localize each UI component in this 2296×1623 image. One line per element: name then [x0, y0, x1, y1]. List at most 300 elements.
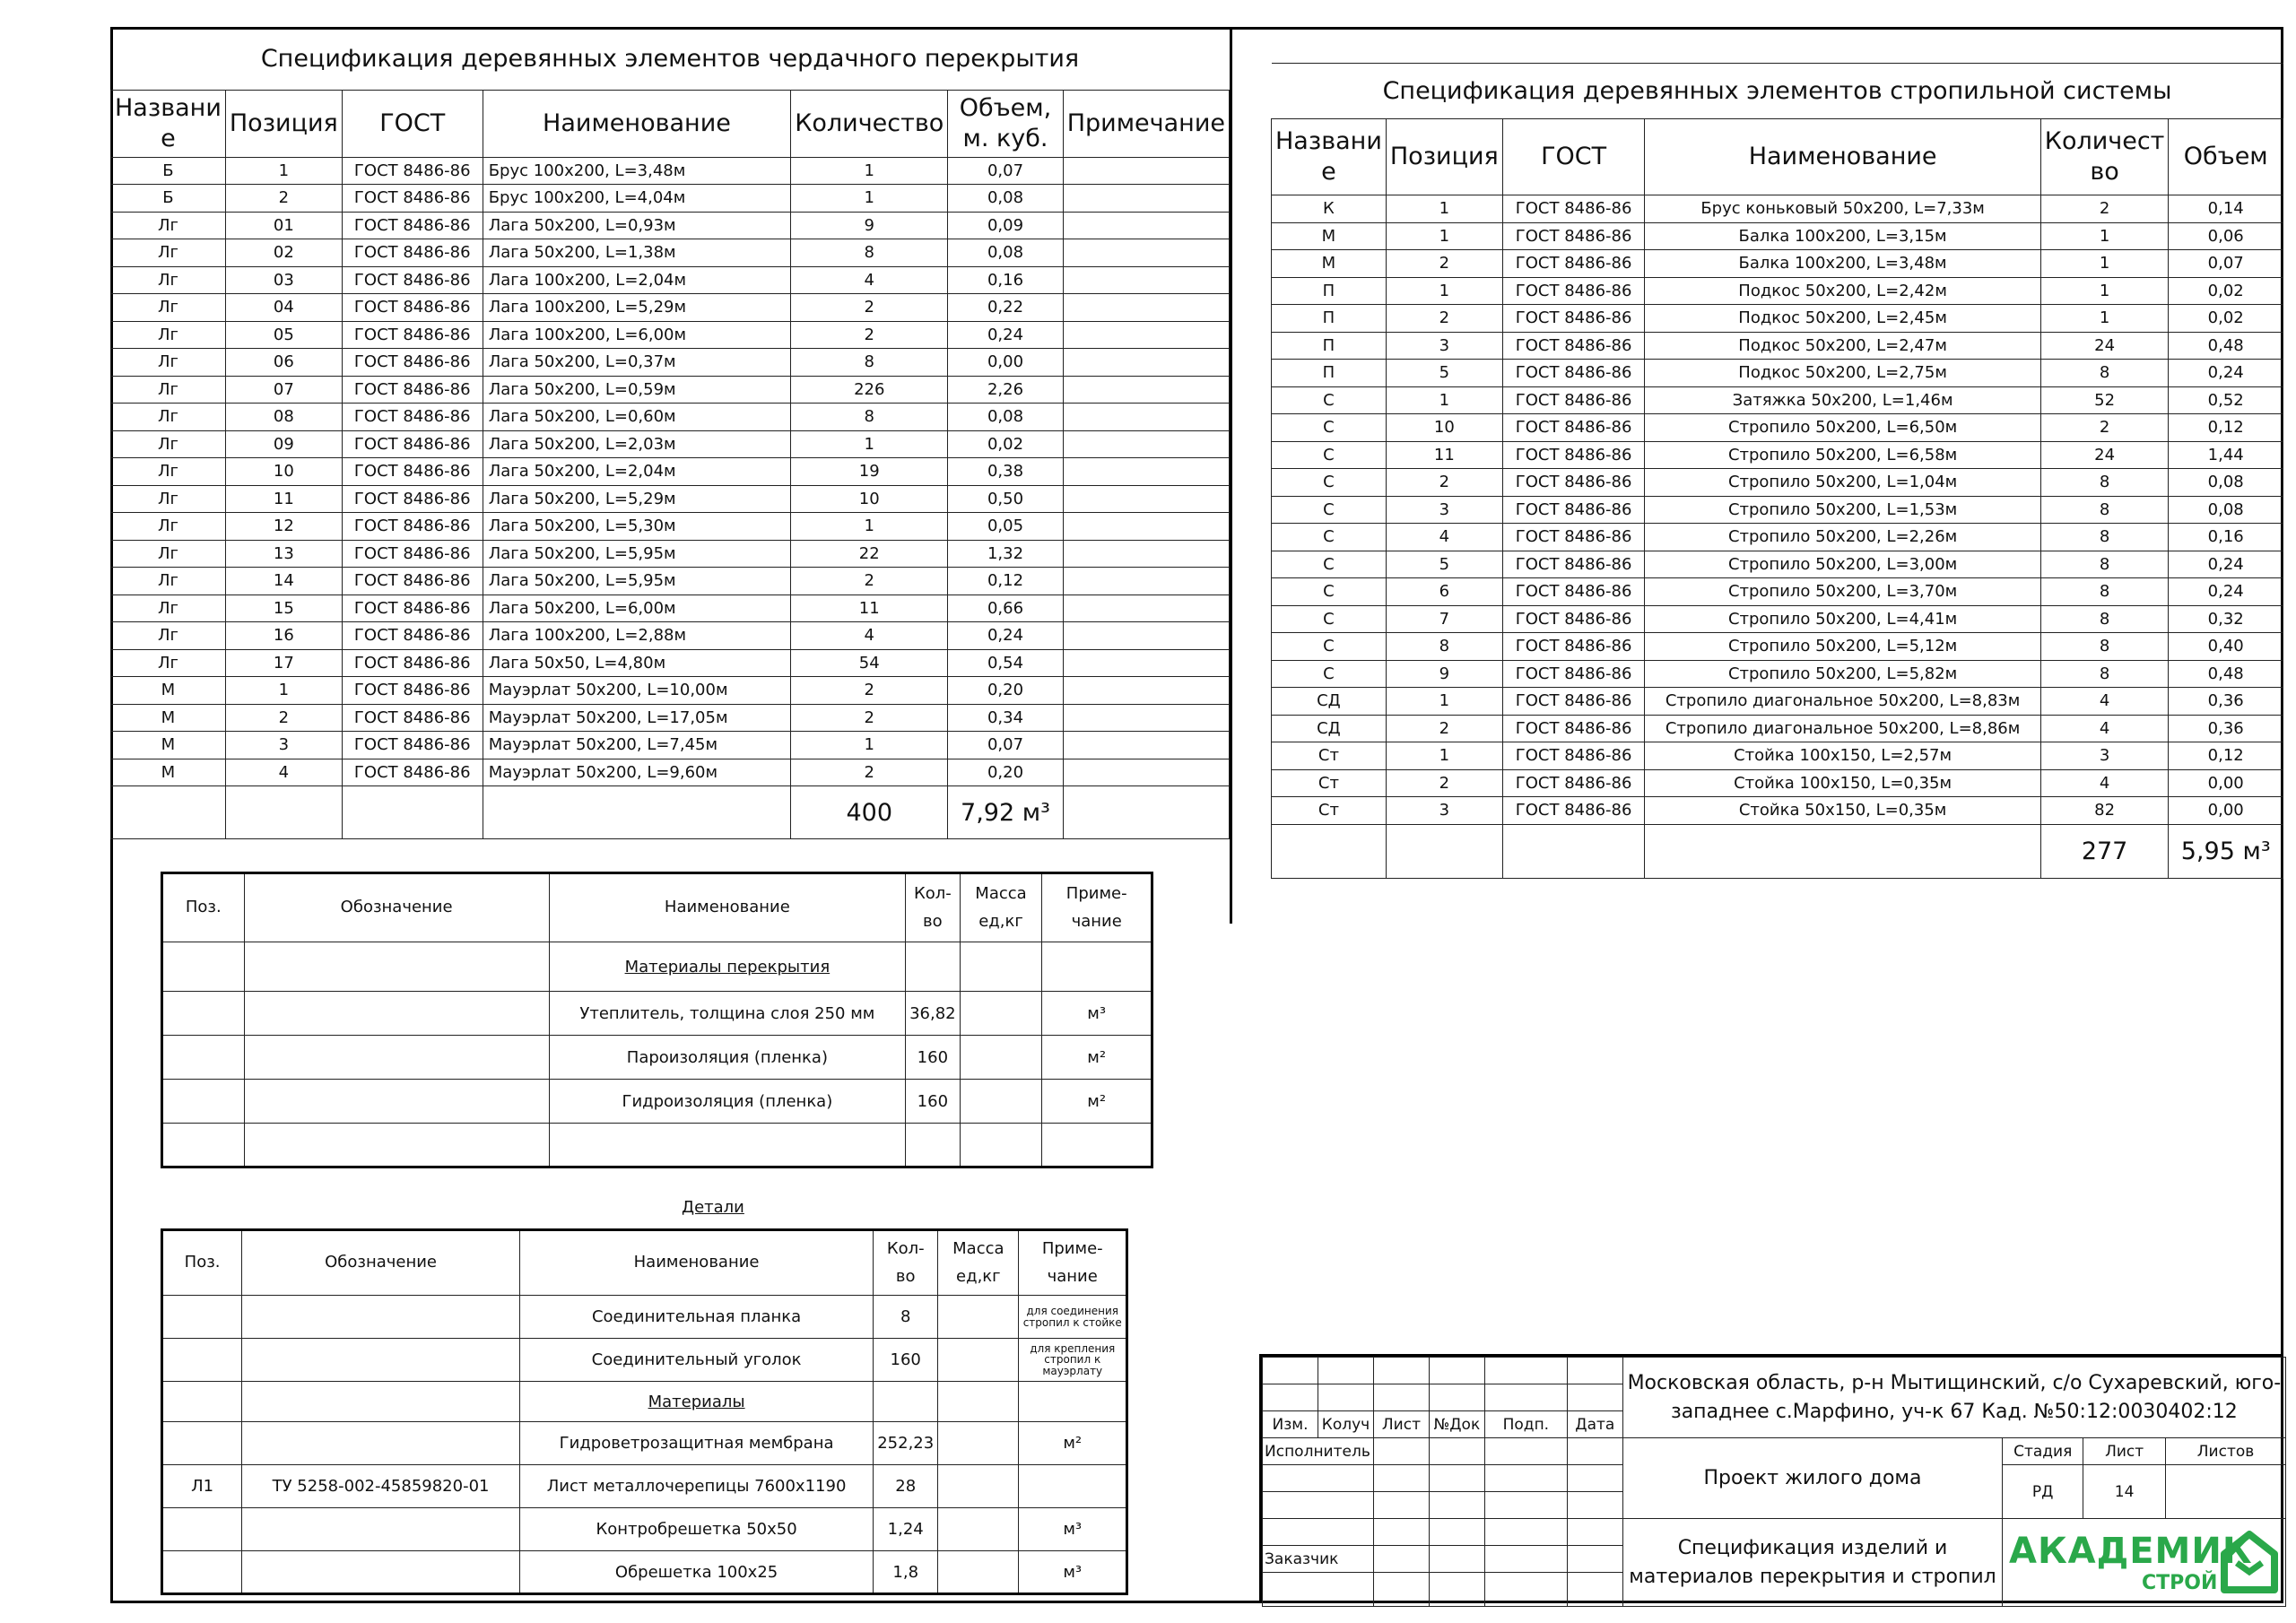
table-cell — [1063, 649, 1229, 677]
table-cell: С — [1272, 524, 1387, 551]
table-cell: 0,40 — [2169, 633, 2283, 661]
table-cell: м³ — [1019, 1508, 1127, 1551]
table-cell: ГОСТ 8486-86 — [342, 321, 483, 349]
table-cell: ГОСТ 8486-86 — [342, 732, 483, 759]
table-cell — [1063, 540, 1229, 568]
table-row — [111, 759, 1230, 786]
table-cell: ГОСТ 8486-86 — [1502, 386, 1645, 414]
table-row — [162, 1036, 1152, 1080]
table-cell: 13 — [225, 540, 342, 568]
table-row — [162, 1551, 1127, 1594]
table-cell: Гидроветрозащитная мембрана — [519, 1422, 873, 1465]
table-cell: К — [1272, 195, 1387, 223]
table-cell: 1,32 — [948, 540, 1063, 568]
table-cell: 0,12 — [948, 568, 1063, 595]
table-cell: 24 — [2040, 441, 2169, 469]
table-cell: М — [111, 704, 226, 732]
table-cell: 0,00 — [2169, 769, 2283, 797]
table-cell: 1 — [2040, 250, 2169, 278]
table-row — [1272, 441, 2283, 469]
table-cell: 0,36 — [2169, 688, 2283, 716]
table-cell: Лг — [111, 568, 226, 595]
table-cell: 4 — [791, 266, 948, 294]
table-cell: 0,08 — [948, 404, 1063, 431]
table-row — [111, 404, 1230, 431]
table-cell: Стропило 50х200, L=2,26м — [1645, 524, 2040, 551]
table-row — [162, 1508, 1127, 1551]
column-header: Кол- во — [906, 873, 961, 942]
table-cell: м² — [1042, 1080, 1152, 1124]
table-cell: Лага 50х200, L=5,30м — [483, 513, 791, 541]
attic-spec-title: Спецификация деревянных элементов чердачного перекрытия — [111, 29, 1230, 90]
table-cell: 2 — [791, 759, 948, 786]
table-cell: С — [1272, 660, 1387, 688]
table-cell: Лага 50х200, L=0,60м — [483, 404, 791, 431]
table-cell: ГОСТ 8486-86 — [342, 759, 483, 786]
column-header: Объем — [2169, 119, 2283, 195]
table-cell: ГОСТ 8486-86 — [342, 349, 483, 377]
table-cell: 12 — [225, 513, 342, 541]
table-cell: 8 — [874, 1296, 938, 1339]
table-cell — [1063, 458, 1229, 486]
table-cell: ГОСТ 8486-86 — [342, 376, 483, 404]
table-cell — [938, 1422, 1019, 1465]
table-row — [1272, 660, 2283, 688]
table-cell — [960, 1080, 1042, 1124]
table-cell: 2 — [791, 294, 948, 322]
rafter-spec-title: Спецификация деревянных элементов стропильной системы — [1272, 64, 2283, 119]
table-cell: СД — [1272, 715, 1387, 742]
table-cell — [162, 1508, 242, 1551]
table-cell: 1 — [2040, 222, 2169, 250]
table-cell: 0,07 — [2169, 250, 2283, 278]
column-header: Поз. — [162, 873, 245, 942]
table-row — [111, 212, 1230, 239]
table-cell: 8 — [2040, 469, 2169, 497]
table-cell: 0,34 — [948, 704, 1063, 732]
table-cell: для крепления стропил к мауэрлату — [1019, 1339, 1127, 1382]
column-header: Позиция — [1386, 119, 1502, 195]
stamp-sheet-title: Спецификация изделий и материалов перекрытия и стропил — [1622, 1519, 2002, 1607]
table-cell: 1 — [2040, 277, 2169, 305]
column-header: Масса ед,кг — [938, 1230, 1019, 1296]
table-row — [111, 568, 1230, 595]
column-header: Наименование — [483, 90, 791, 157]
table-cell: 19 — [791, 458, 948, 486]
table-row — [1272, 578, 2283, 606]
table-cell: ГОСТ 8486-86 — [1502, 360, 1645, 387]
table-cell — [1063, 212, 1229, 239]
logo-main-text: АКАДЕМИК — [2009, 1531, 2253, 1572]
table-cell: 0,24 — [2169, 360, 2283, 387]
stamp-column-label: №Док — [1429, 1411, 1484, 1438]
table-cell: Лага 100х200, L=2,04м — [483, 266, 791, 294]
table-cell: Лага 50х200, L=2,03м — [483, 430, 791, 458]
table-cell: Стропило диагональное 50х200, L=8,83м — [1645, 688, 2040, 716]
table-cell: ГОСТ 8486-86 — [342, 458, 483, 486]
table-cell: 9 — [791, 212, 948, 239]
table-cell: 4 — [2040, 688, 2169, 716]
table-cell: Стойка 100х150, L=0,35м — [1645, 769, 2040, 797]
table-cell: 8 — [791, 349, 948, 377]
table-cell: 15 — [225, 595, 342, 622]
table-cell: Лг — [111, 513, 226, 541]
stamp-customer-label: Заказчик — [1263, 1546, 1374, 1573]
table-cell: 01 — [225, 212, 342, 239]
table-cell: 0,24 — [948, 622, 1063, 650]
table-cell: Лг — [111, 458, 226, 486]
table-cell: 226 — [791, 376, 948, 404]
table-row — [111, 732, 1230, 759]
table-cell — [242, 1339, 520, 1382]
column-header: Поз. — [162, 1230, 242, 1296]
table-cell: ГОСТ 8486-86 — [1502, 305, 1645, 333]
stamp-sheets — [2166, 1465, 2286, 1519]
column-header: Наименование — [1645, 119, 2040, 195]
table-cell: ГОСТ 8486-86 — [1502, 496, 1645, 524]
column-header: Позиция — [225, 90, 342, 157]
stamp-column-label: Изм. — [1263, 1411, 1318, 1438]
table-cell: 10 — [225, 458, 342, 486]
table-cell: Соединительная планка — [519, 1296, 873, 1339]
table-cell: ГОСТ 8486-86 — [1502, 469, 1645, 497]
table-cell: ГОСТ 8486-86 — [1502, 524, 1645, 551]
column-header: Масса ед,кг — [960, 873, 1042, 942]
table-cell: 1 — [791, 430, 948, 458]
table-cell: 4 — [2040, 769, 2169, 797]
table-cell: 0,12 — [2169, 414, 2283, 442]
table-cell: 1 — [1386, 386, 1502, 414]
table-cell: 0,08 — [2169, 469, 2283, 497]
table-cell: СД — [1272, 688, 1387, 716]
table-cell — [1063, 321, 1229, 349]
table-cell: 0,07 — [948, 732, 1063, 759]
table-cell: Мауэрлат 50х200, L=10,00м — [483, 677, 791, 705]
table-cell: 0,24 — [948, 321, 1063, 349]
table-cell: М — [111, 759, 226, 786]
table-cell: 0,20 — [948, 677, 1063, 705]
table-cell — [1063, 430, 1229, 458]
table-row — [1272, 386, 2283, 414]
table-cell — [1063, 485, 1229, 513]
table-cell: 160 — [906, 1036, 961, 1080]
table-cell — [162, 992, 245, 1036]
table-cell: 1 — [791, 513, 948, 541]
table-cell: м² — [1042, 1036, 1152, 1080]
table-cell: 1,24 — [874, 1508, 938, 1551]
table-cell: 8 — [791, 239, 948, 267]
table-cell: ГОСТ 8486-86 — [1502, 578, 1645, 606]
table-cell: 0,50 — [948, 485, 1063, 513]
table-cell: 0,08 — [2169, 496, 2283, 524]
table-cell: ГОСТ 8486-86 — [342, 677, 483, 705]
table-cell: 2,26 — [948, 376, 1063, 404]
column-header: Кол- во — [874, 1230, 938, 1296]
table-cell: Лага 50х200, L=5,95м — [483, 568, 791, 595]
table-cell: Подкос 50х200, L=2,45м — [1645, 305, 2040, 333]
table-cell: Стропило 50х200, L=6,58м — [1645, 441, 2040, 469]
table-cell — [1063, 376, 1229, 404]
table-cell — [1063, 349, 1229, 377]
table-row — [162, 1465, 1127, 1508]
table-cell: 2 — [2040, 195, 2169, 223]
table-cell: Стропило 50х200, L=5,82м — [1645, 660, 2040, 688]
table-cell: 0,48 — [2169, 660, 2283, 688]
details-table — [161, 1228, 1128, 1595]
table-row — [1272, 769, 2283, 797]
table-cell: 0,48 — [2169, 332, 2283, 360]
table-row — [1272, 715, 2283, 742]
table-cell: 6 — [1386, 578, 1502, 606]
table-cell: Брус 100х200, L=3,48м — [483, 157, 791, 185]
table-cell: Брус 100х200, L=4,04м — [483, 185, 791, 213]
table-cell: С — [1272, 469, 1387, 497]
stamp-column-label: Колуч — [1318, 1411, 1373, 1438]
table-cell: 11 — [1386, 441, 1502, 469]
table-cell: С — [1272, 605, 1387, 633]
table-cell: 8 — [2040, 496, 2169, 524]
materials-section-title: Материалы перекрытия — [549, 942, 905, 992]
table-cell: М — [1272, 222, 1387, 250]
table-cell: 2 — [1386, 769, 1502, 797]
table-cell: 05 — [225, 321, 342, 349]
table-cell: ГОСТ 8486-86 — [342, 704, 483, 732]
table-cell: 2 — [1386, 469, 1502, 497]
table-cell: 1 — [791, 732, 948, 759]
stamp-sheets-label: Листов — [2166, 1438, 2286, 1465]
table-cell: 8 — [2040, 551, 2169, 578]
table-cell: 0,20 — [948, 759, 1063, 786]
table-cell: 0,00 — [948, 349, 1063, 377]
table-cell: 08 — [225, 404, 342, 431]
table-cell: ГОСТ 8486-86 — [342, 185, 483, 213]
table-cell: Соединительный уголок — [519, 1339, 873, 1382]
table-cell: 06 — [225, 349, 342, 377]
stamp-executor-label: Исполнитель — [1263, 1438, 1374, 1465]
table-cell: 16 — [225, 622, 342, 650]
attic-total-vol: 7,92 м³ — [948, 786, 1063, 839]
table-cell: ГОСТ 8486-86 — [342, 404, 483, 431]
table-cell: 2 — [791, 677, 948, 705]
table-cell: 7 — [1386, 605, 1502, 633]
table-cell: 1 — [225, 157, 342, 185]
column-header: Наименование — [519, 1230, 873, 1296]
table-cell — [960, 992, 1042, 1036]
table-cell: 1 — [1386, 222, 1502, 250]
table-cell: 0,16 — [948, 266, 1063, 294]
table-cell: С — [1272, 386, 1387, 414]
title-block — [1259, 1354, 2283, 1603]
table-row — [111, 458, 1230, 486]
table-cell: 0,54 — [948, 649, 1063, 677]
table-row — [1272, 797, 2283, 825]
table-cell — [1063, 513, 1229, 541]
table-cell: Лг — [111, 321, 226, 349]
table-cell — [162, 1422, 242, 1465]
table-cell: ГОСТ 8486-86 — [1502, 277, 1645, 305]
table-cell: 1 — [225, 677, 342, 705]
table-cell: Балка 100х200, L=3,15м — [1645, 222, 2040, 250]
table-cell: 10 — [1386, 414, 1502, 442]
table-cell: 2 — [791, 704, 948, 732]
table-cell: 11 — [225, 485, 342, 513]
table-cell: ТУ 5258-002-45859820-01 — [242, 1465, 520, 1508]
table-cell: 1 — [2040, 305, 2169, 333]
table-cell: 0,14 — [2169, 195, 2283, 223]
table-cell: ГОСТ 8486-86 — [342, 513, 483, 541]
table-cell: 24 — [2040, 332, 2169, 360]
table-cell: Лг — [111, 376, 226, 404]
table-row — [1272, 222, 2283, 250]
table-cell: ГОСТ 8486-86 — [1502, 797, 1645, 825]
table-cell: 8 — [2040, 660, 2169, 688]
table-cell — [938, 1551, 1019, 1594]
table-cell: Лист металлочерепицы 7600х1190 — [519, 1465, 873, 1508]
table-cell: С — [1272, 414, 1387, 442]
table-cell: 0,24 — [2169, 578, 2283, 606]
table-cell: Лага 50х200, L=5,29м — [483, 485, 791, 513]
table-cell: 8 — [2040, 605, 2169, 633]
attic-total-qty: 400 — [791, 786, 948, 839]
table-cell: 0,02 — [2169, 305, 2283, 333]
table-cell: 0,12 — [2169, 742, 2283, 770]
table-cell: Подкос 50х200, L=2,75м — [1645, 360, 2040, 387]
table-cell: 0,06 — [2169, 222, 2283, 250]
table-cell: П — [1272, 332, 1387, 360]
table-cell: Лг — [111, 485, 226, 513]
table-row — [1272, 332, 2283, 360]
table-cell: 2 — [225, 704, 342, 732]
table-cell — [938, 1508, 1019, 1551]
details-materials-section: Материалы — [519, 1382, 873, 1422]
table-cell: Лага 50х200, L=2,04м — [483, 458, 791, 486]
stamp-stage-label: Стадия — [2003, 1438, 2083, 1465]
table-cell: Обрешетка 100х25 — [519, 1551, 873, 1594]
table-cell: Лг — [111, 404, 226, 431]
table-cell: 5 — [1386, 360, 1502, 387]
table-cell — [1063, 185, 1229, 213]
table-row — [111, 294, 1230, 322]
table-cell: для соединения стропил к стойке — [1019, 1296, 1127, 1339]
table-row — [111, 430, 1230, 458]
stamp-column-label: Подп. — [1484, 1411, 1567, 1438]
column-header: Объем, м. куб. — [948, 90, 1063, 157]
table-cell: 54 — [791, 649, 948, 677]
table-cell: Стропило 50х200, L=1,53м — [1645, 496, 2040, 524]
table-cell: Л1 — [162, 1465, 242, 1508]
table-cell: Мауэрлат 50х200, L=9,60м — [483, 759, 791, 786]
table-cell — [162, 1551, 242, 1594]
table-cell — [242, 1508, 520, 1551]
details-caption: Детали — [682, 1198, 744, 1217]
table-cell: 0,52 — [2169, 386, 2283, 414]
table-cell — [1063, 622, 1229, 650]
frame-divider — [1230, 27, 1232, 924]
table-cell: 0,05 — [948, 513, 1063, 541]
table-cell: ГОСТ 8486-86 — [1502, 769, 1645, 797]
table-cell: 5 — [1386, 551, 1502, 578]
table-cell: 0,32 — [2169, 605, 2283, 633]
table-cell: 2 — [1386, 715, 1502, 742]
table-cell: 04 — [225, 294, 342, 322]
table-cell: Стропило 50х200, L=3,70м — [1645, 578, 2040, 606]
table-cell: Лага 50х200, L=0,59м — [483, 376, 791, 404]
table-cell — [1063, 759, 1229, 786]
column-header: Названи е — [111, 90, 226, 157]
table-cell: 8 — [791, 404, 948, 431]
table-cell: Лг — [111, 649, 226, 677]
table-row — [111, 485, 1230, 513]
table-row — [162, 992, 1152, 1036]
table-cell: Стойка 100х150, L=2,57м — [1645, 742, 2040, 770]
table-cell: Подкос 50х200, L=2,47м — [1645, 332, 2040, 360]
table-cell: Стропило диагональное 50х200, L=8,86м — [1645, 715, 2040, 742]
table-row — [1272, 605, 2283, 633]
table-cell: 03 — [225, 266, 342, 294]
table-cell: 52 — [2040, 386, 2169, 414]
table-row — [111, 677, 1230, 705]
table-cell: ГОСТ 8486-86 — [342, 649, 483, 677]
table-cell: 07 — [225, 376, 342, 404]
table-cell: 0,02 — [2169, 277, 2283, 305]
table-cell: ГОСТ 8486-86 — [1502, 222, 1645, 250]
table-cell: ГОСТ 8486-86 — [1502, 660, 1645, 688]
table-cell: 1,44 — [2169, 441, 2283, 469]
table-cell: Стропило 50х200, L=4,41м — [1645, 605, 2040, 633]
rafter-spec-table — [1271, 63, 2283, 879]
table-cell: Мауэрлат 50х200, L=17,05м — [483, 704, 791, 732]
table-cell: ГОСТ 8486-86 — [1502, 250, 1645, 278]
table-cell — [1063, 677, 1229, 705]
table-cell: ГОСТ 8486-86 — [342, 540, 483, 568]
table-row — [111, 349, 1230, 377]
column-header: Количество — [791, 90, 948, 157]
table-row — [111, 513, 1230, 541]
table-cell: 8 — [2040, 633, 2169, 661]
table-cell: м³ — [1019, 1551, 1127, 1594]
table-cell: 0,24 — [2169, 551, 2283, 578]
stamp-address: Московская область, р-н Мытищинский, с/о Сухаревский, юго-западнее с.Марфино, уч-к 67 Кад. №50:12:0030402:12 — [1622, 1358, 2285, 1438]
table-cell: ГОСТ 8486-86 — [342, 294, 483, 322]
table-cell — [242, 1551, 520, 1594]
table-cell — [244, 1036, 549, 1080]
table-cell: Гидроизоляция (пленка) — [549, 1080, 905, 1124]
table-cell: ГОСТ 8486-86 — [1502, 715, 1645, 742]
table-cell: С — [1272, 441, 1387, 469]
table-cell — [1063, 732, 1229, 759]
table-cell: Стропило 50х200, L=5,12м — [1645, 633, 2040, 661]
table-row — [1272, 277, 2283, 305]
table-cell: 3 — [2040, 742, 2169, 770]
table-cell — [1063, 157, 1229, 185]
table-row — [1272, 633, 2283, 661]
table-cell: 1 — [1386, 688, 1502, 716]
stamp-project: Проект жилого дома — [1622, 1438, 2002, 1519]
column-header: Названи е — [1272, 119, 1387, 195]
table-cell: 10 — [791, 485, 948, 513]
table-cell: Ст — [1272, 797, 1387, 825]
table-row — [1272, 305, 2283, 333]
table-cell: 1 — [1386, 195, 1502, 223]
table-cell: 17 — [225, 649, 342, 677]
table-row — [162, 1296, 1127, 1339]
table-cell: М — [1272, 250, 1387, 278]
table-cell: Утеплитель, толщина слоя 250 мм — [549, 992, 905, 1036]
table-row — [162, 1080, 1152, 1124]
table-cell — [1063, 266, 1229, 294]
table-row — [162, 1422, 1127, 1465]
table-cell: Б — [111, 185, 226, 213]
